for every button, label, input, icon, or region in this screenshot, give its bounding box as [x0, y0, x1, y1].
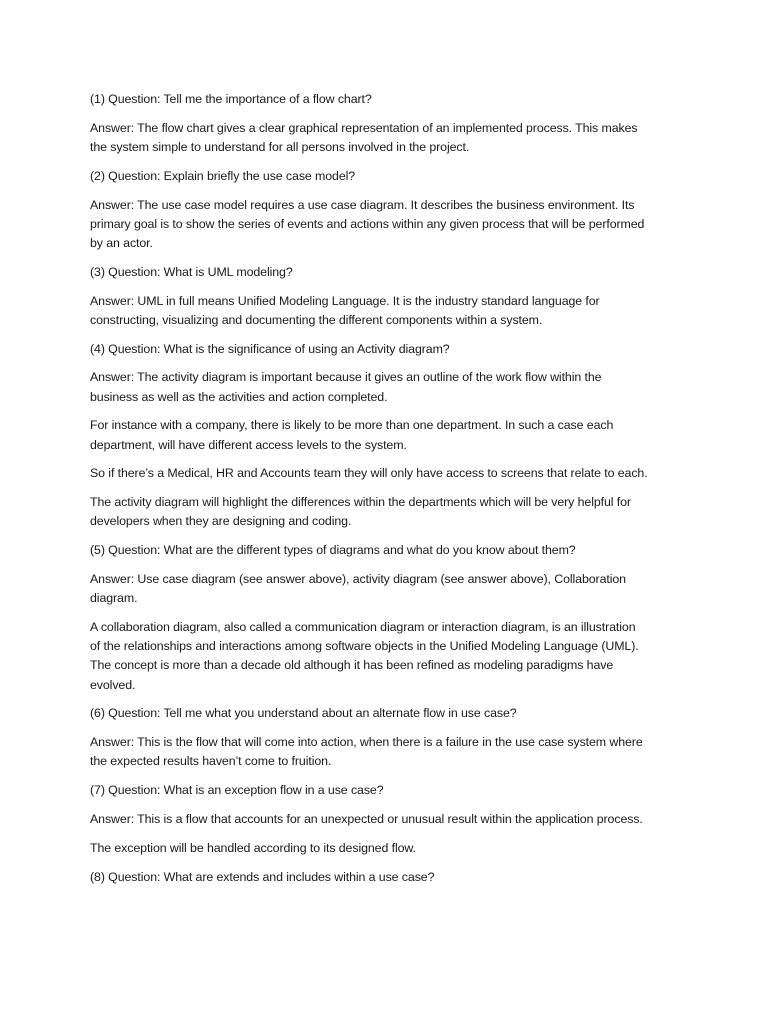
- document-paragraph: [90, 167, 680, 186]
- text-line: department, will have different access levels to the system.: [90, 437, 407, 452]
- text-line: business as well as the activities and action completed.: [90, 389, 388, 404]
- document-paragraph: [90, 704, 680, 723]
- document-page: [90, 90, 680, 896]
- text-line: (1) Question: Tell me the importance of a flow chart?: [90, 92, 372, 106]
- text-line: Answer: The activity diagram is important because it gives an outline of the work flow within the: [90, 370, 602, 385]
- document-paragraph: [90, 464, 680, 483]
- text-line: Answer: The use case model requires a use case diagram. It describes the business environment. Its: [90, 197, 635, 212]
- text-line: (4) Question: What is the significance of using an Activity diagram?: [90, 341, 450, 356]
- text-line: Answer: The flow chart gives a clear graphical representation of an implemented process. This makes: [90, 120, 638, 135]
- text-line: The activity diagram will highlight the differences within the departments which will be very helpful for: [90, 495, 631, 510]
- text-line: constructing, visualizing and documenting the different components within a system.: [90, 312, 543, 327]
- document-paragraph: [90, 292, 680, 330]
- text-line: of the relationships and interactions among software objects in the Unified Modeling Language (UML).: [90, 639, 639, 654]
- text-line: diagram.: [90, 591, 138, 606]
- text-line: the expected results haven’t come to fruition.: [90, 754, 332, 769]
- document-paragraph: [90, 839, 680, 858]
- text-line: developers when they are designing and coding.: [90, 514, 352, 529]
- text-line: For instance with a company, there is likely to be more than one department. In such a case each: [90, 418, 614, 433]
- document-paragraph: [90, 570, 680, 608]
- text-line: (5) Question: What are the different types of diagrams and what do you know about them?: [90, 543, 576, 558]
- document-paragraph: [90, 119, 680, 157]
- text-line: the system simple to understand for all persons involved in the project.: [90, 140, 470, 154]
- text-line: by an actor.: [90, 236, 153, 250]
- document-paragraph: [90, 541, 680, 560]
- document-paragraph: [90, 90, 680, 109]
- text-line: Answer: This is the flow that will come into action, when there is a failure in the use case system where: [90, 735, 643, 750]
- document-paragraph: [90, 196, 680, 254]
- document-paragraph: [90, 810, 680, 829]
- text-line: evolved.: [90, 677, 136, 692]
- document-paragraph: [90, 733, 680, 771]
- text-line: The concept is more than a decade old although it has been refined as modeling paradigms have: [90, 658, 614, 673]
- document-paragraph: [90, 416, 680, 454]
- document-paragraph: [90, 263, 680, 282]
- text-line: (6) Question: Tell me what you understand about an alternate flow in use case?: [90, 706, 517, 721]
- text-line: Answer: Use case diagram (see answer above), activity diagram (see answer above), Collaboration: [90, 571, 626, 586]
- document-paragraph: [90, 781, 680, 800]
- document-paragraph: [90, 340, 680, 359]
- text-line: (7) Question: What is an exception flow in a use case?: [90, 783, 384, 798]
- document-paragraph: [90, 368, 680, 406]
- text-line: primary goal is to show the series of events and actions within any given process that will be performed: [90, 216, 645, 231]
- document-paragraph: [90, 868, 680, 887]
- text-line: Answer: UML in full means Unified Modeling Language. It is the industry standard language for: [90, 293, 600, 308]
- text-line: The exception will be handled according to its designed flow.: [90, 840, 416, 855]
- text-line: So if there’s a Medical, HR and Accounts team they will only have access to screens that relate to each.: [90, 466, 648, 481]
- text-line: (3) Question: What is UML modeling?: [90, 264, 293, 279]
- text-line: Answer: This is a flow that accounts for an unexpected or unusual result within the application process.: [90, 811, 643, 826]
- text-line: (2) Question: Explain briefly the use case model?: [90, 168, 356, 183]
- text-line: A collaboration diagram, also called a communication diagram or interaction diagram, is an illustration: [90, 619, 636, 634]
- text-line: (8) Question: What are extends and includes within a use case?: [90, 869, 435, 884]
- document-paragraph: [90, 493, 680, 531]
- document-paragraph: [90, 618, 680, 695]
